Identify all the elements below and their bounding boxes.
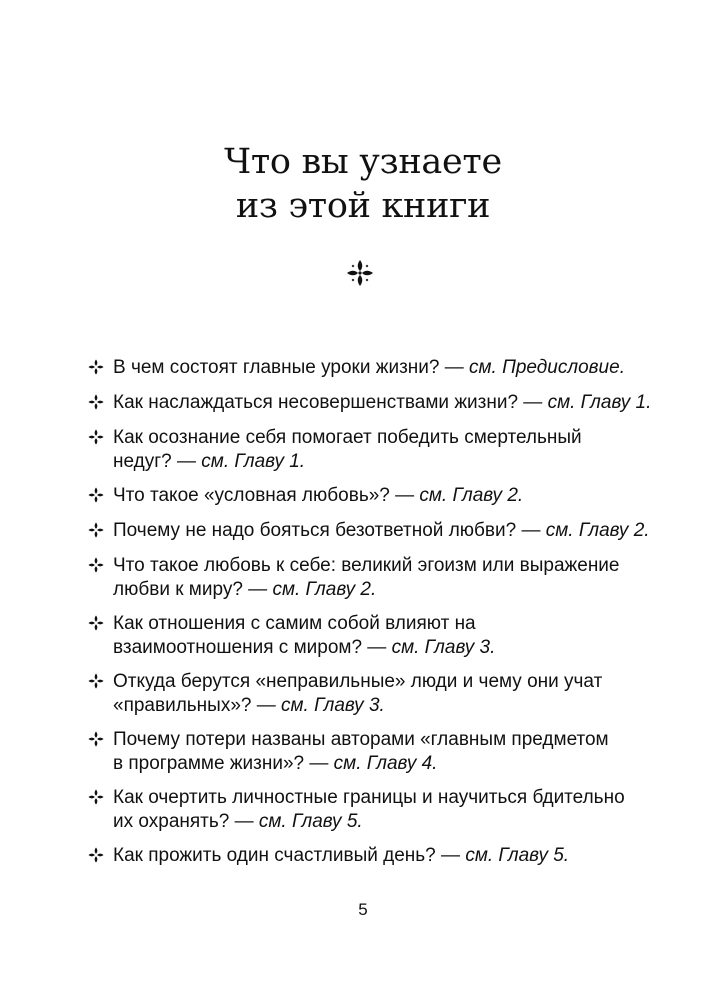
- chapter-reference: см. Главу 3.: [391, 637, 496, 658]
- four-petal-bullet-icon: [88, 731, 104, 747]
- list-item-question: Как прожить один счастливый день? —: [113, 845, 466, 866]
- list-item-question: взаимоотношения с миром? —: [113, 637, 392, 658]
- list-item-line: [113, 356, 633, 380]
- list-item-line: [113, 578, 633, 602]
- list-item-line: [113, 391, 652, 415]
- list-item-question: недуг? —: [113, 451, 202, 472]
- chapter-reference: см. Главу 5.: [465, 845, 570, 866]
- list-item-line: [113, 786, 633, 810]
- list-item-line: [113, 519, 650, 543]
- four-petal-bullet-icon: [88, 487, 104, 503]
- four-petal-bullet-icon: [88, 615, 104, 631]
- list-item-question: их охранять? —: [113, 811, 259, 832]
- four-petal-bullet-icon: [88, 429, 104, 445]
- list-item-question: любви к миру? —: [113, 579, 273, 600]
- list-item-question: Откуда берутся «неправильные» люди и чему они учат: [113, 671, 603, 692]
- list-item-line: [113, 728, 633, 752]
- list-item-line: [113, 554, 633, 578]
- four-petal-bullet-icon: [88, 394, 104, 410]
- four-petal-ornament-icon: [345, 258, 375, 288]
- page-title-line-1: Что вы узнаете: [224, 142, 502, 182]
- four-petal-bullet-icon: [88, 522, 104, 538]
- list-item-line: [113, 450, 633, 474]
- four-petal-bullet-icon: [88, 673, 104, 689]
- chapter-reference: см. Главу 4.: [333, 753, 438, 774]
- chapter-reference: см. Главу 1.: [201, 451, 306, 472]
- chapter-reference: см. Главу 3.: [281, 695, 385, 716]
- list-item-question: Почему потери названы авторами «главным предметом: [113, 729, 609, 750]
- chapter-reference: см. Предисловие.: [469, 357, 625, 378]
- list-item-line: [113, 426, 633, 450]
- list-item-line: [113, 844, 633, 868]
- list-item-question: Как очертить личностные границы и научиться бдительно: [113, 787, 625, 808]
- list-item-question: Как наслаждаться несовершенствами жизни? —: [113, 392, 548, 413]
- list-item-line: [113, 636, 633, 660]
- list-item-question: Как отношения с самим собой влияют на: [113, 613, 476, 634]
- four-petal-bullet-icon: [88, 359, 104, 375]
- chapter-reference: см. Главу 2.: [545, 520, 650, 541]
- chapter-reference: см. Главу 2.: [419, 485, 524, 506]
- list-item-question: Почему не надо бояться безответной любви? —: [113, 520, 546, 541]
- list-item-line: [113, 694, 633, 718]
- list-item-line: [113, 612, 633, 636]
- list-item-line: [113, 810, 633, 834]
- page-number: 5: [358, 900, 368, 919]
- list-item-question: Как осознание себя помогает победить смертельный: [113, 427, 582, 448]
- four-petal-bullet-icon: [88, 847, 104, 863]
- four-petal-bullet-icon: [88, 789, 104, 805]
- four-petal-bullet-icon: [88, 557, 104, 573]
- list-item-question: «правильных»? —: [113, 695, 282, 716]
- page-title-line-2: из этой книги: [235, 186, 491, 226]
- chapter-reference: см. Главу 2.: [272, 579, 377, 600]
- list-item-question: в программе жизни»? —: [113, 753, 334, 774]
- chapter-reference: см. Главу 5.: [258, 811, 363, 832]
- list-item-question: В чем состоят главные уроки жизни? —: [113, 357, 470, 378]
- list-item-question: Что такое «условная любовь»? —: [113, 485, 420, 506]
- chapter-reference: см. Главу 1.: [547, 392, 652, 413]
- list-item-line: [113, 484, 633, 508]
- list-item-line: [113, 752, 633, 776]
- list-item-question: Что такое любовь к себе: великий эгоизм или выражение: [113, 555, 620, 576]
- list-item-line: [113, 670, 633, 694]
